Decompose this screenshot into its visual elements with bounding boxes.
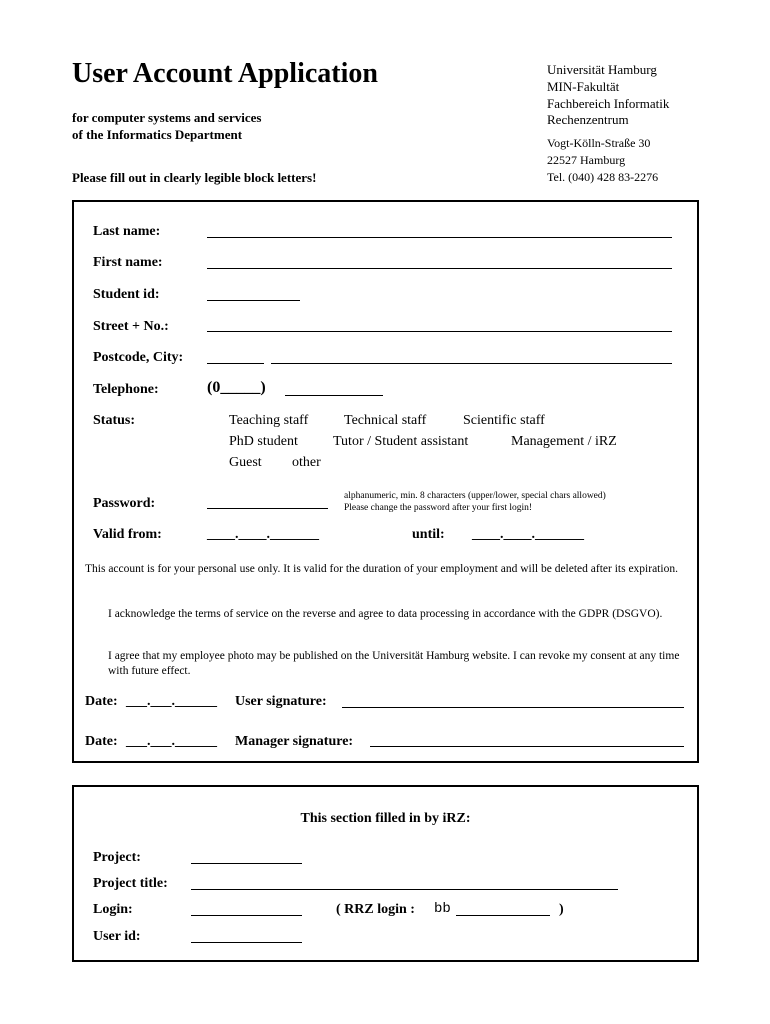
user-id-label: User id: <box>93 929 141 944</box>
valid-from-label: Valid from: <box>93 527 162 542</box>
photo-consent[interactable]: I agree that my employee photo may be published on the Universität Hamburg website. I can revoke my consent at any time with future effect. <box>108 650 680 677</box>
status-technical-staff[interactable]: Technical staff <box>344 413 427 428</box>
irz-heading: This section filled in by iRZ: <box>300 811 471 826</box>
password-field[interactable] <box>207 508 328 509</box>
street-field[interactable] <box>207 331 672 332</box>
city-field[interactable] <box>271 363 672 364</box>
login-label: Login: <box>93 902 133 917</box>
user-id-field[interactable] <box>191 942 302 943</box>
until-field[interactable]: ____.____._______ <box>472 527 584 542</box>
telephone-area-code[interactable]: (0_____) <box>207 379 266 396</box>
first-name-field[interactable] <box>207 268 672 269</box>
password-label: Password: <box>93 496 156 511</box>
manager-date-field[interactable]: ___.___.______ <box>126 734 217 749</box>
status-other[interactable]: other <box>292 455 321 470</box>
user-date-label: Date: <box>85 694 118 709</box>
project-title-field[interactable] <box>191 889 618 890</box>
manager-signature-label: Manager signature: <box>235 734 354 749</box>
login-field[interactable] <box>191 915 302 916</box>
gdpr-consent[interactable]: I acknowledge the terms of service on the reverse and agree to data processing in accordance with the GDPR (DSGVO). <box>108 608 663 620</box>
instruction: Please fill out in clearly legible block letters! <box>72 170 317 185</box>
last-name-label: Last name: <box>93 224 161 239</box>
status-guest[interactable]: Guest <box>229 455 262 470</box>
page-title: User Account Application <box>72 58 378 89</box>
status-teaching-staff[interactable]: Teaching staff <box>229 413 309 428</box>
student-id-label: Student id: <box>93 287 160 302</box>
address-center: Rechenzentrum <box>547 112 629 127</box>
password-hint: alphanumeric, min. 8 characters (upper/lower, special chars allowed) <box>344 491 606 501</box>
valid-from-field[interactable]: ____.____._______ <box>207 527 319 542</box>
status-scientific-staff[interactable]: Scientific staff <box>463 413 545 428</box>
project-title-label: Project title: <box>93 876 168 891</box>
rrz-login-close: ) <box>559 902 564 917</box>
user-date-field[interactable]: ___.___.______ <box>126 694 217 709</box>
user-signature-label: User signature: <box>235 694 327 709</box>
personal-use-notice: This account is for your personal use only. It is valid for the duration of your employment and will be deleted after its expiration. <box>85 563 678 575</box>
telephone-number-field[interactable] <box>285 395 383 396</box>
address-phone: Tel. (040) 428 83-2276 <box>547 170 659 184</box>
street-label: Street + No.: <box>93 319 169 334</box>
address-university: Universität Hamburg <box>547 62 657 77</box>
address-city: 22527 Hamburg <box>547 153 626 167</box>
rrz-login-prefix: bb <box>434 901 451 917</box>
project-label: Project: <box>93 850 141 865</box>
manager-signature-field[interactable] <box>370 746 684 747</box>
postcode-city-label: Postcode, City: <box>93 350 184 365</box>
rrz-login-label: ( RRZ login : <box>336 902 415 917</box>
address-faculty: MIN-Fakultät <box>547 79 620 94</box>
user-signature-field[interactable] <box>342 707 684 708</box>
status-tutor[interactable]: Tutor / Student assistant <box>333 434 469 449</box>
first-name-label: First name: <box>93 255 163 270</box>
postcode-field[interactable] <box>207 363 264 364</box>
telephone-label: Telephone: <box>93 382 159 397</box>
subtitle-line-1: for computer systems and services <box>72 110 262 125</box>
manager-date-label: Date: <box>85 734 118 749</box>
address-street: Vogt-Kölln-Straße 30 <box>547 136 651 150</box>
subtitle-line-2: of the Informatics Department <box>72 127 243 142</box>
status-phd-student[interactable]: PhD student <box>229 434 298 449</box>
until-label: until: <box>412 527 445 542</box>
student-id-field[interactable] <box>207 300 300 301</box>
last-name-field[interactable] <box>207 237 672 238</box>
status-label: Status: <box>93 413 136 428</box>
rrz-login-field[interactable] <box>456 915 550 916</box>
password-change-hint: Please change the password after your first login! <box>344 503 533 513</box>
project-field[interactable] <box>191 863 302 864</box>
status-management[interactable]: Management / iRZ <box>511 434 617 449</box>
address-department: Fachbereich Informatik <box>547 96 670 111</box>
